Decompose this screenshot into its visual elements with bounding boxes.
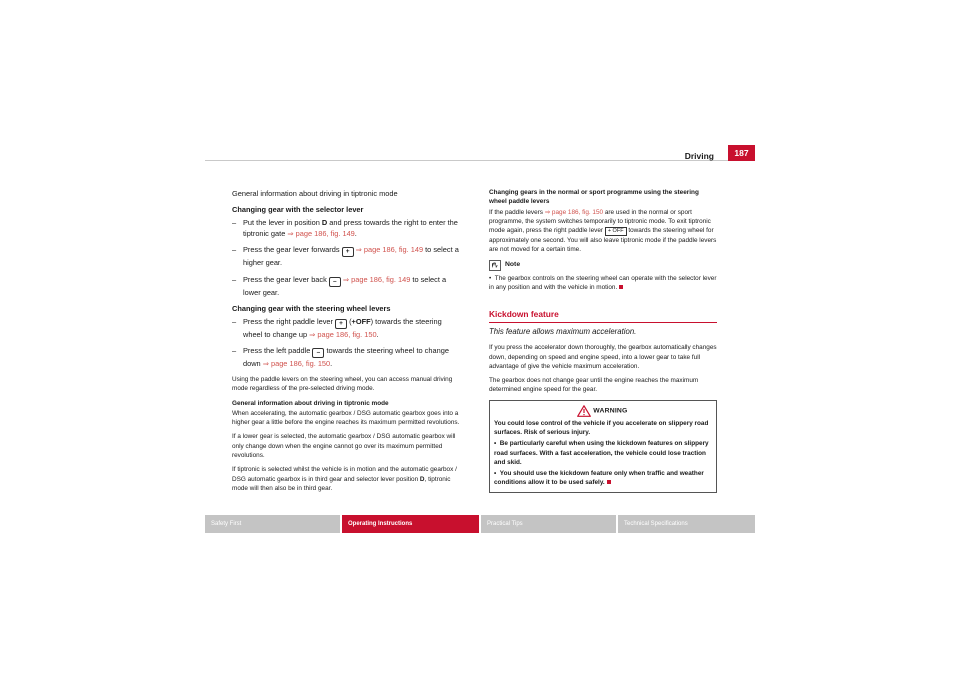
paddle-programme-heading: Changing gears in the normal or sport programme using the steering wheel paddle levers: [489, 189, 699, 206]
warning-header: [494, 405, 711, 417]
warning-intro: You could lose control of the vehicle if you accelerate on slippery road surfaces. Risk of serious injury.: [494, 419, 709, 437]
selector-step-1: – Put the lever in position D and press towards the right to enter the tiptronic gate ⇒ page 186, fig. 149.: [232, 217, 460, 239]
selector-heading: Changing gear with the selector lever: [232, 205, 364, 215]
paddle-step-2: – Press the left paddle – towards the steering wheel to change down ⇒ page 186, fig. 150.: [232, 345, 460, 369]
page-reference-link[interactable]: ⇒ page 186, fig. 149: [355, 245, 424, 255]
paddle-step-1: – Press the right paddle lever + (+OFF) towards the steering wheel to change up ⇒ page 186, fig. 150.: [232, 316, 460, 340]
small-paragraph-2: When accelerating, the automatic gearbox / DSG automatic gearbox goes into a higher gear a little before the engine reaches its maximum permitted revolutions.: [232, 409, 460, 427]
paddle-heading: Changing gear with the steering wheel levers: [232, 303, 391, 313]
chapter-title: Driving: [684, 151, 714, 161]
section-rule: [489, 322, 717, 323]
page-reference-link[interactable]: ⇒ page 186, fig. 149: [287, 229, 355, 239]
warning-bullet-1: • Be particularly careful when using the kickdown features on slippery road surfaces. With a fast acceleration, the vehicle could lose traction and skid.: [494, 440, 709, 466]
selector-step-2: – Press the gear lever forwards + ⇒ page 186, fig. 149 to select a higher gear.: [232, 244, 460, 268]
page-reference-link[interactable]: ⇒ page 186, fig. 150: [309, 329, 377, 339]
footer-tab-technical-specifications[interactable]: Technical Specifications: [618, 515, 755, 533]
small-paragraph-1: Using the paddle levers on the steering wheel, you can access manual driving mode regardless of the pre-selected driving mode.: [232, 375, 453, 393]
footer-tab-safety-first[interactable]: Safety First: [205, 515, 340, 533]
intro-text: General information about driving in tiptronic mode: [232, 189, 398, 198]
minus-paddle-icon: –: [312, 348, 324, 358]
right-column: [489, 188, 717, 493]
page-number: 187: [728, 145, 755, 161]
note-label: Note: [505, 261, 521, 269]
page-reference-link[interactable]: ⇒ page 186, fig. 149: [342, 274, 411, 284]
kickdown-paragraph-2: The gearbox does not change gear until the engine reaches the maximum determined engine speed for the gear.: [489, 377, 699, 394]
small-heading: General information about driving in tiptronic mode: [232, 399, 389, 407]
footer-tab-operating-instructions[interactable]: Operating Instructions: [342, 515, 479, 533]
end-mark-icon: [619, 285, 623, 289]
selector-step-3: – Press the gear lever back – ⇒ page 186, fig. 149 to select a lower gear.: [232, 274, 460, 298]
note-icon: [489, 260, 501, 271]
kickdown-section: [489, 308, 717, 492]
note-header: [489, 260, 717, 271]
end-mark-icon: [607, 480, 611, 484]
paddle-programme-text: If the paddle levers ⇒ page 186, fig. 150 are used in the normal or sport programme, the system switches temporarily to tiptronic mode. To exit tiptronic mode again, press the right paddle lever + OFF towards the steering wheel for approximately one second. You will also leave tiptronic mode if the paddle levers are not moved for a certain time.: [489, 208, 717, 254]
small-paragraph-4: If tiptronic is selected whilst the vehicle is in motion and the automatic gearbox / DSG automatic gearbox is in third gear and selector lever position D, tiptronic mode will then also be in third gear.: [232, 466, 457, 492]
page-reference-link[interactable]: ⇒ page 186, fig. 150: [544, 208, 604, 216]
section-title: Kickdown feature: [489, 309, 559, 320]
small-paragraph-3: If a lower gear is selected, the automatic gearbox / DSG automatic gearbox will only change down when the engine cannot go over its maximum permitted revolutions.: [232, 433, 456, 459]
section-subtitle: This feature allows maximum acceleration.: [489, 327, 637, 337]
note-text: • The gearbox controls on the steering wheel can operate with the selector lever in any position and with the vehicle in motion.: [489, 274, 717, 291]
footer-tab-practical-tips[interactable]: Practical Tips: [481, 515, 616, 533]
warning-box: [489, 400, 717, 493]
plus-lever-icon: +: [342, 247, 354, 257]
left-column: [232, 188, 460, 498]
warning-triangle-icon: [577, 405, 591, 417]
warning-bullet-2: • You should use the kickdown feature only when traffic and weather conditions allow it to be used safely.: [494, 470, 704, 487]
kickdown-paragraph-1: If you press the accelerator down thoroughly, the gearbox automatically changes down, depending on speed and engine speed, into a lower gear to take full advantage of give the vehicle maximum acceleration.: [489, 344, 717, 370]
page-reference-link[interactable]: ⇒ page 186, fig. 150: [262, 358, 331, 368]
warning-label: WARNING: [593, 407, 628, 415]
minus-lever-icon: –: [329, 277, 341, 287]
plus-paddle-icon: +: [335, 319, 347, 329]
plus-off-button-icon: + OFF: [605, 227, 627, 236]
